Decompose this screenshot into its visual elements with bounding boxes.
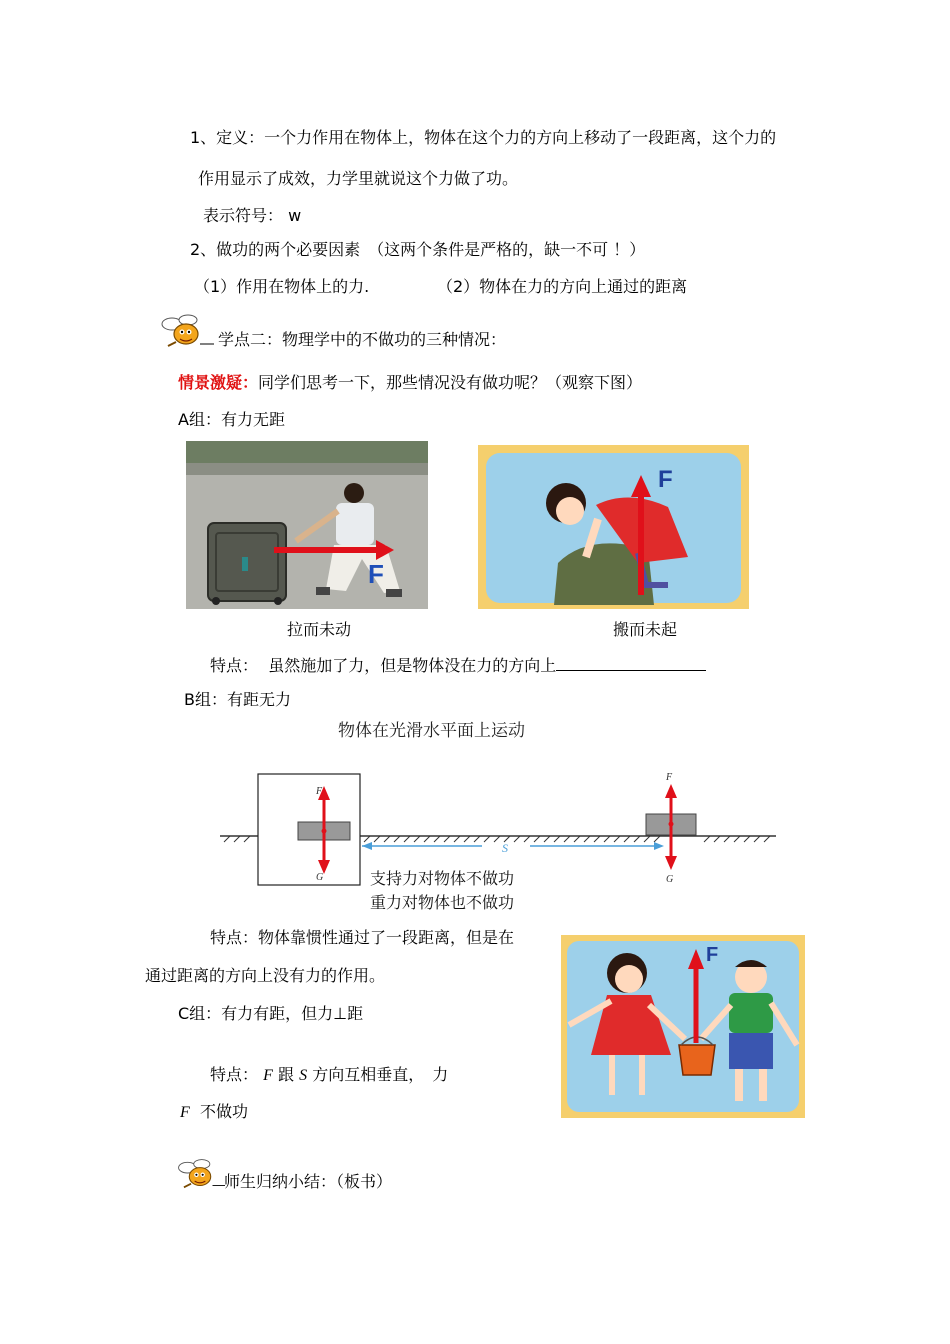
group-a-feature-text: 虽然施加了力，但是物体没在力的方向上 [268,656,557,675]
definition-line-2: 作用显示了成效，力学里就说这个力做了功。 [198,169,519,188]
group-c-line-2-text: 不做功 [199,1102,248,1121]
group-c-feature [210,1065,448,1086]
group-a-feature-label: 特点： [210,656,259,675]
group-c-feature-S: S [299,1067,308,1084]
scenario-line [178,373,642,393]
left-F-label: F [316,786,323,797]
group-c-title: C组：有力有距，但力⊥距 [178,1004,364,1023]
group-b-title: B组：有距无力 [184,690,291,709]
smooth-plane-diagram [220,712,780,912]
group-c-feature-mid: 跟 [277,1065,294,1084]
distance-S-label: S [502,841,508,855]
group-b-feature-line-2: 通过距离的方向上没有力的作用。 [145,966,386,985]
group-a-title: A组：有力无距 [178,410,285,429]
factor-2: （2）物体在力的方向上通过的距离 [437,277,688,296]
scenario-label: 情景激疑： [178,373,259,392]
diagram-title: 物体在光滑水平面上运动 [338,721,525,741]
group-c-feature-suffix: 方向互相垂直， 力 [312,1065,449,1084]
pull-force-label: F [368,559,384,589]
answer-blank[interactable] [556,656,706,671]
summary-heading: 师生归纳小结：（板书） [224,1172,393,1191]
group-b-feature-line-1: 特点：物体靠惯性通过了一段距离，但是在 [210,928,515,947]
bee-mascot-icon [158,312,214,348]
group-c-line-2 [180,1102,248,1123]
point-2-heading: 学点二：物理学中的不做功的三种情况： [218,330,507,349]
right-F-label: F [666,772,673,783]
carry-bucket-cartoon-picture [561,935,805,1118]
lift-force-label: F [658,466,673,493]
caption-pull: 拉而未动 [287,620,352,639]
diagram-note-2: 重力对物体也不做功 [370,893,515,912]
definition-line-1: 1、定义：一个力作用在物体上，物体在这个力的方向上移动了一段距离，这个力的 [190,128,777,147]
symbol-line: 表示符号： w [203,206,302,225]
bee-mascot-icon [175,1156,225,1190]
factors-title: 2、做功的两个必要因素 （这两个条件是严格的，缺一不可 ！） [190,240,646,259]
group-a-feature [210,656,706,676]
group-c-line-2-F: F [180,1104,190,1121]
left-G-label: G [316,872,324,883]
pull-suitcase-photo [186,441,428,609]
diagram-note-1: 支持力对物体不做功 [370,869,515,888]
carry-force-label: F [706,944,719,966]
factor-1: （1）作用在物体上的力. [194,277,370,296]
right-G-label: G [666,874,674,885]
caption-lift: 搬而未起 [613,620,678,639]
group-c-feature-F: F [263,1067,273,1084]
scenario-text: 同学们思考一下，那些情况没有做功呢？（观察下图） [258,373,643,392]
group-c-feature-prefix: 特点： [210,1065,259,1084]
lift-cartoon-picture [478,445,749,609]
